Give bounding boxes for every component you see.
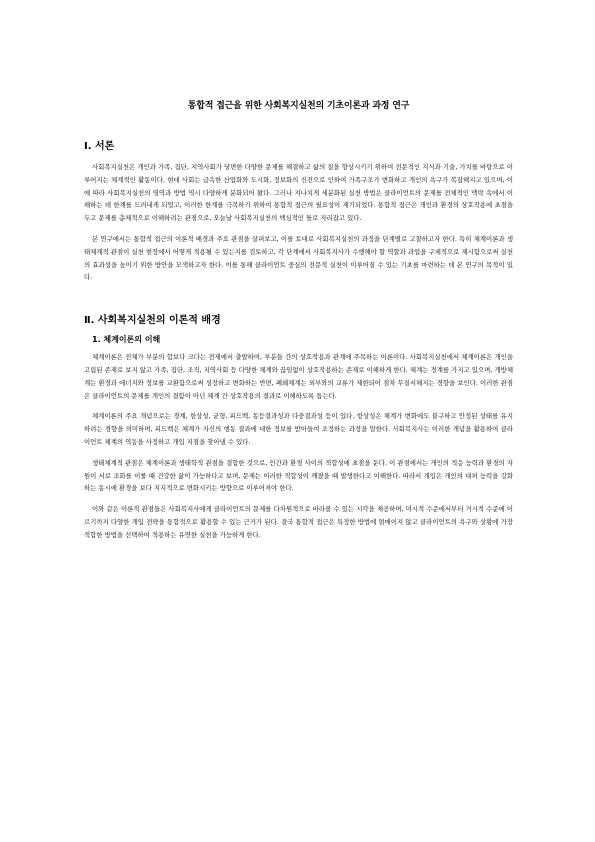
body-paragraph: 체계이론은 전체가 부분의 합보다 크다는 전제에서 출발하여, 부분들 간의 상호작용과 관계에 주목하는 이론이다. 사회복지실천에서 체계이론은 개인을 고립된 존재로 보지 않고 가족, 집단, 조직, 지역사회 등 다양한 체계와 끊임없이 상호작용하는 존재로 이해하게 한다. 체계는 경계를 가지고 있으며, 개방체계는 환경과 에너지와 정보를 교환함으로써 성장하고 변화하는 반면, 폐쇄체계는 외부와의 교류가 제한되어 점차 무질서해지는 경향을 보인다. 이러한 관점은 클라이언트의 문제를 개인의 결함이 아닌 체계 간 상호작용의 결과로 이해하도록 돕는다. [84,353,513,400]
section-spacer [84,292,513,306]
section-heading: Ⅱ. 사회복지실천의 이론적 배경 [84,315,221,327]
section-introduction [84,140,513,284]
body-paragraph: 체계이론의 주요 개념으로는 경계, 항상성, 균형, 피드백, 동등결과성과 다중결과성 등이 있다. 항상성은 체계가 변화에도 불구하고 안정된 상태를 유지하려는 경향을 의미하며, 피드백은 체계가 자신의 행동 결과에 대한 정보를 받아들여 조정하는 과정을 말한다. 사회복지사는 이러한 개념을 활용하여 클라이언트 체계의 역동을 사정하고 개입 지점을 찾아낼 수 있다. [84,412,513,446]
section-heading: I. 서론 [84,141,115,152]
sub-heading: 1. 체계이론의 이해 [92,335,161,345]
body-paragraph: 사회복지실천은 개인과 가족, 집단, 지역사회가 당면한 다양한 문제를 해결하고 삶의 질을 향상시키기 위하여 전문적인 지식과 기술, 가치를 바탕으로 이루어지는 체계적인 활동이다. 현대 사회는 급속한 산업화와 도시화, 정보화의 진전으로 인하여 가족구조가 변화하고 개인의 욕구가 복잡해지고 있으며, 이에 따라 사회복지실천의 영역과 방법 역시 다양하게 분화되어 왔다. 그러나 지나치게 세분화된 실천 방법은 클라이언트의 문제를 전체적인 맥락 속에서 이해하는 데 한계를 드러내게 되었고, 이러한 한계를 극복하기 위하여 통합적 접근의 필요성이 제기되었다. 통합적 접근은 개인과 환경의 상호작용에 초점을 두고 문제를 총체적으로 이해하려는 관점으로, 오늘날 사회복지실천의 핵심적인 틀로 자리잡고 있다. [84,163,513,223]
document-title: 통합적 접근을 위한 사회복지실천의 기초이론과 과정 연구 [187,101,410,111]
body-paragraph: 본 연구에서는 통합적 접근의 이론적 배경과 주요 관점을 살펴보고, 이를 토대로 사회복지실천의 과정을 단계별로 고찰하고자 한다. 특히 체계이론과 생태체계적 관점이 실천 현장에서 어떻게 적용될 수 있는지를 검토하고, 각 단계에서 사회복지사가 수행해야 할 역할과 과업을 구체적으로 제시함으로써 실천의 효과성을 높이기 위한 방안을 모색하고자 한다. 이를 통해 클라이언트 중심의 전문적 실천이 이루어질 수 있는 기초를 마련하는 데 본 연구의 목적이 있다. [84,234,513,282]
body-paragraph: 이와 같은 이론적 관점들은 사회복지사에게 클라이언트의 문제를 다차원적으로 바라볼 수 있는 시각을 제공하며, 미시적 수준에서부터 거시적 수준에 이르기까지 다양한 개입 전략을 통합적으로 활용할 수 있는 근거가 된다. 결국 통합적 접근은 특정한 방법에 얽매이지 않고 클라이언트의 욕구와 상황에 가장 적합한 방법을 선택하여 적용하는 유연한 실천을 가능하게 한다. [84,505,513,539]
body-paragraph: 생태체계적 관점은 체계이론과 생태학적 관점을 결합한 것으로, 인간과 환경 사이의 적합성에 초점을 둔다. 이 관점에서는 개인의 적응 능력과 환경의 자원이 서로 조화를 이룰 때 건강한 삶이 가능하다고 보며, 문제는 이러한 적합성이 깨졌을 때 발생한다고 이해한다. 따라서 개입은 개인의 대처 능력을 강화하는 동시에 환경을 보다 지지적으로 변화시키는 방향으로 이루어져야 한다. [84,458,513,493]
section-theory [84,314,513,541]
